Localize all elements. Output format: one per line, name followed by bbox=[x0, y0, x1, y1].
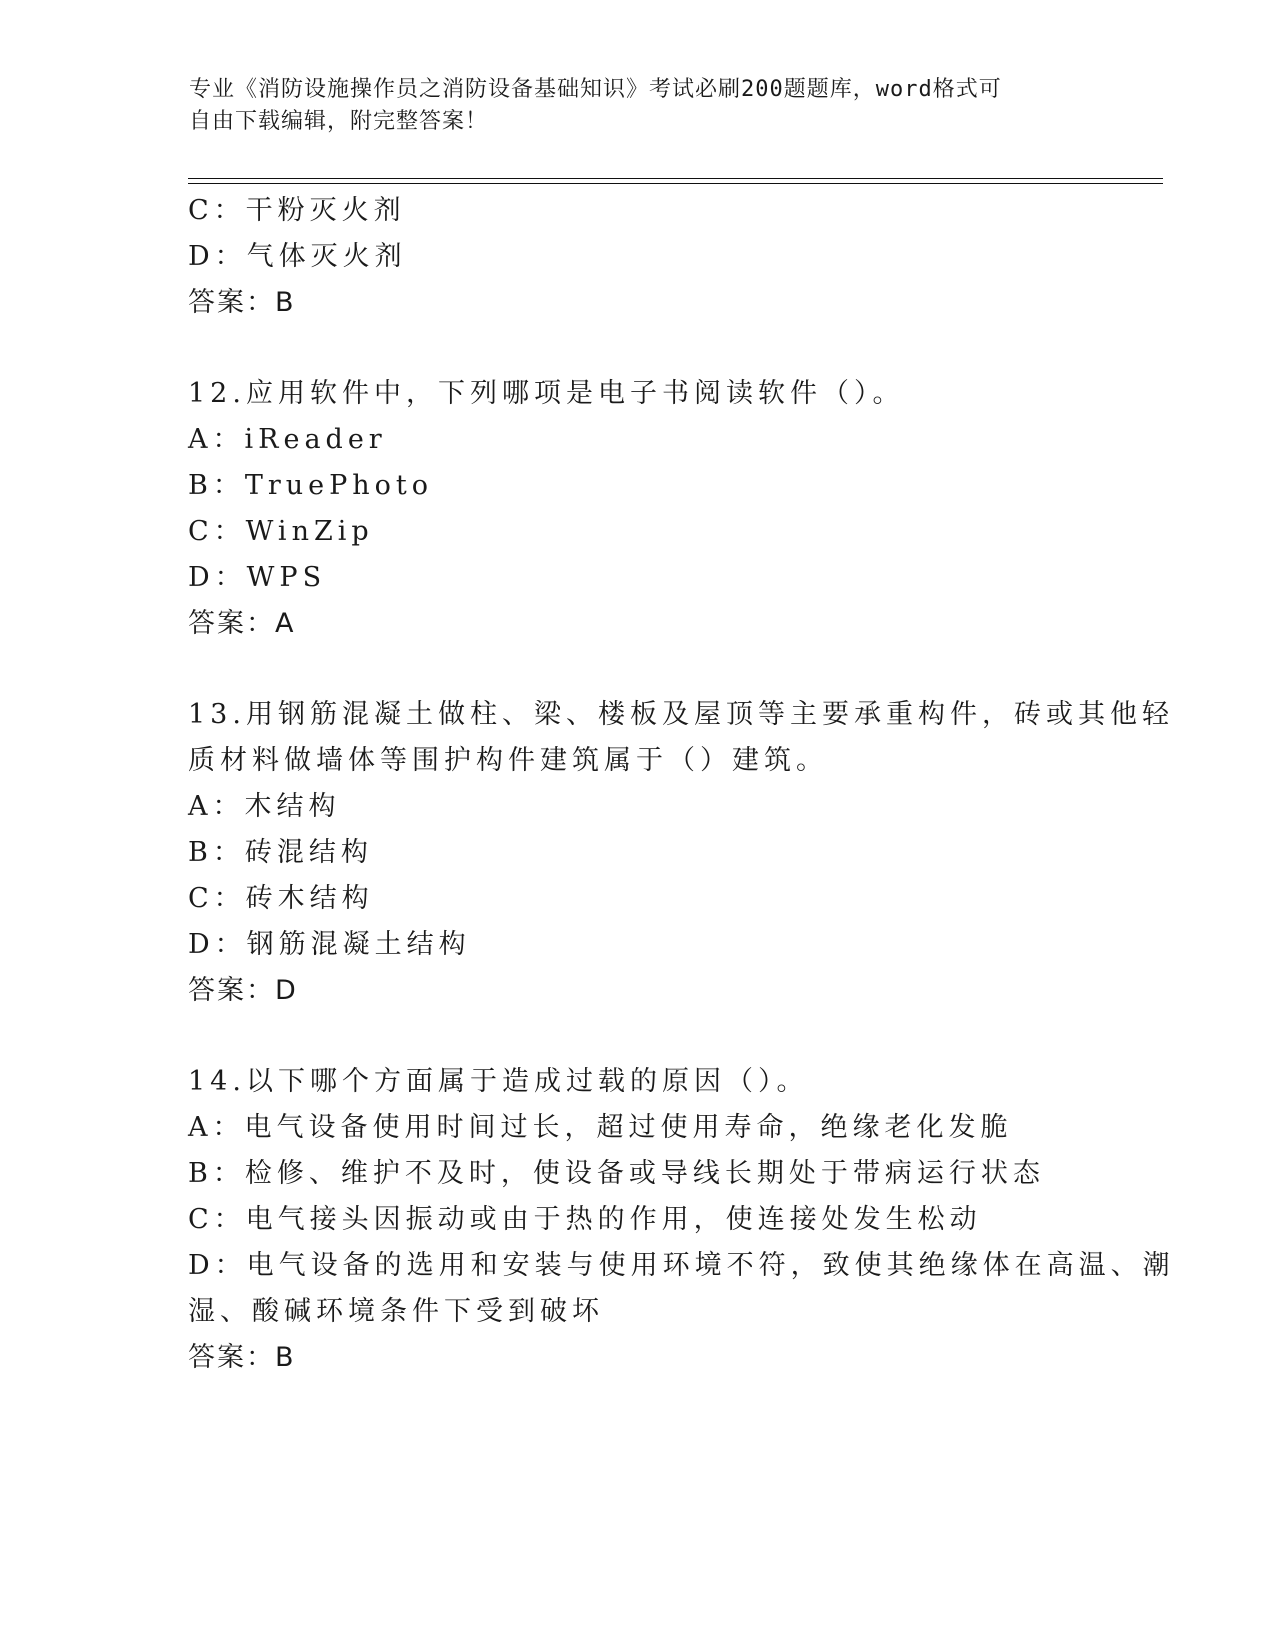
option-a: A：iReader bbox=[188, 424, 387, 455]
option-a: A：电气设备使用时间过长，超过使用寿命，绝缘老化发脆 bbox=[188, 1112, 1013, 1143]
spacer bbox=[188, 1014, 1088, 1059]
question-13 bbox=[188, 692, 1174, 1014]
question-stem-line-1: 13.用钢筋混凝土做柱、梁、楼板及屋顶等主要承重构件，砖或其他轻 bbox=[188, 699, 1174, 730]
answer: 答案：B bbox=[188, 1342, 296, 1373]
question-stem-line-2: 质材料做墙体等围护构件建筑属于（）建筑。 bbox=[188, 745, 828, 776]
header-line-2: 自由下载编辑，附完整答案！ bbox=[189, 109, 489, 134]
option-d: D：WPS bbox=[188, 562, 327, 593]
question-14 bbox=[188, 1059, 1175, 1381]
option-c: C：WinZip bbox=[188, 516, 374, 547]
answer: 答案：B bbox=[188, 287, 296, 318]
answer: 答案：A bbox=[188, 608, 296, 639]
option-b: B：砖混结构 bbox=[188, 837, 373, 868]
option-c: C：干粉灭火剂 bbox=[188, 195, 406, 226]
spacer bbox=[188, 326, 1088, 371]
option-d-line-1: D：电气设备的选用和安装与使用环境不符，致使其绝缘体在高温、潮 bbox=[188, 1250, 1175, 1281]
spacer bbox=[188, 647, 1088, 692]
option-c: C：电气接头因振动或由于热的作用，使连接处发生松动 bbox=[188, 1204, 982, 1235]
question-stem: 12.应用软件中，下列哪项是电子书阅读软件（）。 bbox=[188, 378, 905, 409]
header-line-1: 专业《消防设施操作员之消防设备基础知识》考试必刷200题题库，word格式可 bbox=[189, 77, 1002, 102]
question-11-tail bbox=[188, 188, 1088, 326]
question-12 bbox=[188, 371, 1088, 647]
option-b: B：检修、维护不及时，使设备或导线长期处于带病运行状态 bbox=[188, 1158, 1045, 1189]
option-d: D：气体灭火剂 bbox=[188, 241, 407, 272]
option-a: A：木结构 bbox=[188, 791, 341, 822]
question-stem: 14.以下哪个方面属于造成过载的原因（）。 bbox=[188, 1066, 809, 1097]
answer: 答案：D bbox=[188, 975, 298, 1006]
option-d: D：钢筋混凝土结构 bbox=[188, 929, 471, 960]
option-d-line-2: 湿、酸碱环境条件下受到破坏 bbox=[188, 1296, 604, 1327]
question-list bbox=[188, 188, 1175, 1381]
option-c: C：砖木结构 bbox=[188, 883, 374, 914]
page-header bbox=[189, 74, 1089, 138]
header-divider-bottom bbox=[188, 183, 1163, 184]
header-divider-top bbox=[188, 178, 1163, 179]
option-b: B：TruePhoto bbox=[188, 470, 434, 501]
